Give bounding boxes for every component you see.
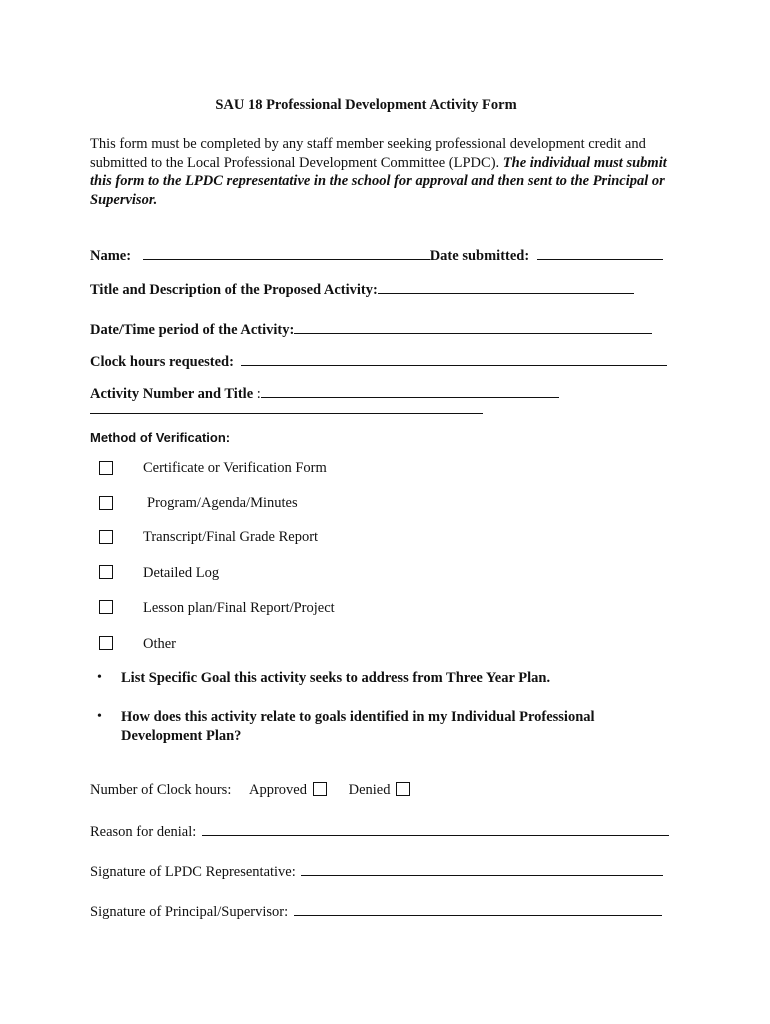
activity-number-colon: : <box>256 386 261 402</box>
form-title: SAU 18 Professional Development Activity Form <box>215 97 517 113</box>
clock-hours-field[interactable] <box>241 351 667 366</box>
number-clock-hours-label: Number of Clock hours: <box>90 782 232 798</box>
name-row <box>90 245 663 265</box>
lpdc-signature-label: Signature of LPDC Representative: <box>90 864 296 880</box>
activity-number-field[interactable] <box>261 383 559 398</box>
checkbox-transcript[interactable] <box>99 530 113 544</box>
label-detailed-log: Detailed Log <box>143 565 220 581</box>
reason-label: Reason for denial: <box>90 824 197 840</box>
checkbox-detailed-log[interactable] <box>99 565 113 579</box>
name-label: Name: <box>90 248 132 264</box>
bullet-icon: • <box>97 709 102 724</box>
title-description-label: Title and Description of the Proposed Activity: <box>90 282 378 298</box>
approved-label: Approved <box>248 782 307 798</box>
principal-signature-label: Signature of Principal/Supervisor: <box>90 904 289 920</box>
clock-hours-row <box>90 351 667 371</box>
checkbox-lesson-plan[interactable] <box>99 600 113 614</box>
checkbox-program[interactable] <box>99 496 113 510</box>
date-submitted-label: Date submitted: <box>429 248 530 264</box>
bullet-relation: How does this activity relate to goals identified in my Individual Professional Development Plan? <box>121 709 595 744</box>
date-time-label: Date/Time period of the Activity: <box>90 322 295 338</box>
intro-paragraph <box>90 135 670 209</box>
checkbox-other[interactable] <box>99 636 113 650</box>
label-certificate: Certificate or Verification Form <box>143 460 327 476</box>
lpdc-signature-row <box>90 861 663 881</box>
denied-checkbox[interactable] <box>396 782 410 796</box>
label-lesson-plan: Lesson plan/Final Report/Project <box>143 600 335 616</box>
date-submitted-field[interactable] <box>537 245 663 260</box>
label-other: Other <box>143 636 177 652</box>
denied-label: Denied <box>348 782 391 798</box>
activity-number-row <box>90 383 559 403</box>
checkbox-certificate[interactable] <box>99 461 113 475</box>
lpdc-signature-field[interactable] <box>301 861 663 876</box>
bullet-goal: List Specific Goal this activity seeks to address from Three Year Plan. <box>121 670 551 686</box>
intro-emphasis: The individual must submit this form to the LPDC representative in the school for approval and then sent to the Principal or Supervisor. <box>90 154 667 208</box>
reason-field[interactable] <box>202 821 669 836</box>
activity-number-label: Activity Number and Title <box>90 386 254 402</box>
activity-number-field-line2[interactable] <box>90 413 483 414</box>
label-transcript: Transcript/Final Grade Report <box>143 529 319 545</box>
principal-signature-field[interactable] <box>294 901 662 916</box>
name-field[interactable] <box>143 245 430 260</box>
verification-heading: Method of Verification: <box>90 430 231 445</box>
clock-hours-label: Clock hours requested: <box>90 354 234 370</box>
title-description-row <box>90 279 634 299</box>
title-description-field[interactable] <box>378 279 634 294</box>
approved-checkbox[interactable] <box>313 782 327 796</box>
bullet-icon: • <box>97 670 102 685</box>
date-time-row <box>90 319 652 339</box>
label-program: Program/Agenda/Minutes <box>147 495 298 511</box>
intro-text: This form must be completed by any staff member seeking professional development credit and submitted to the Local Professional Development Committee (LPDC). <box>90 136 646 171</box>
clock-hours-approval-row <box>90 782 410 799</box>
date-time-field[interactable] <box>294 319 652 334</box>
principal-signature-row <box>90 901 662 921</box>
reason-row <box>90 821 669 841</box>
